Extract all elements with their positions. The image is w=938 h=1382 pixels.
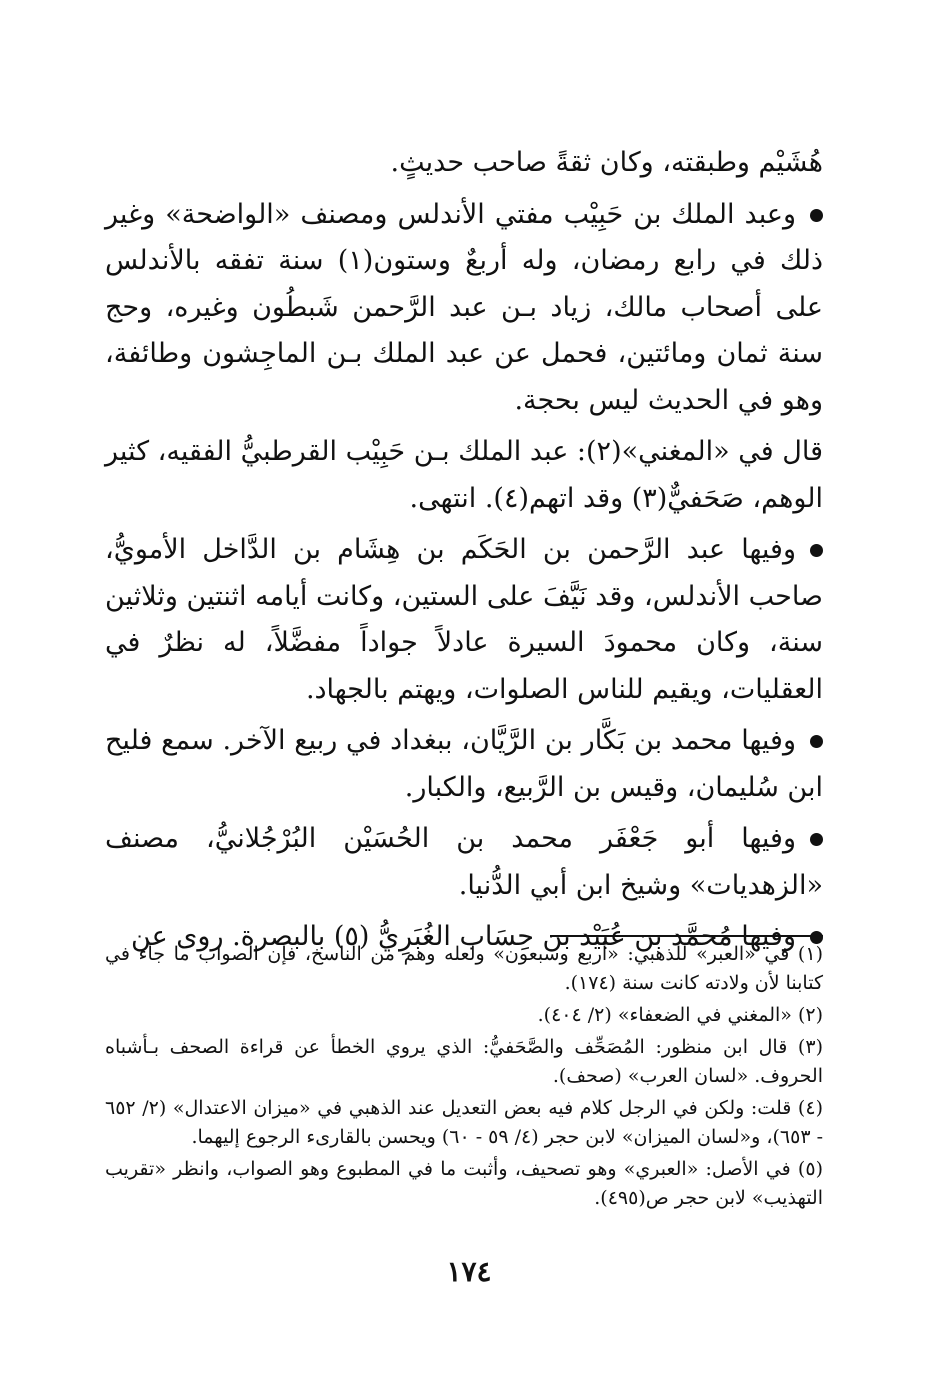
- main-text: [105, 140, 823, 966]
- footnotes: [105, 940, 823, 1216]
- page-number: ١٧٤: [446, 1255, 492, 1288]
- footnote: (٥) في الأصل: «العبري» وهو تصحيف، وأثبت ما في المطبوع وهو الصواب، وانظر «تقريب التهذيب» لابن حجر ص(٤٩٥).: [105, 1158, 823, 1209]
- paragraph-text: وعبد الملك بن حَبِيْب مفتي الأندلس ومصنف «الواضحة» وغير ذلك في رابع رمضان، وله أربعٌ وستون(١) سنة تفقه بالأندلس على أصحاب مالك، زياد بـن عبد الرَّحمن شَبطُون وغيره، وحج سنة ثمان ومائتين، فحمل عن عبد الملك بـن الماجِشون وطائفة، وهو في الحديث ليس بحجة.: [105, 198, 823, 416]
- bullet-icon: [810, 833, 823, 846]
- paragraph-entry: [105, 527, 823, 713]
- footnote: (٣) قال ابن منظور: المُصَحِّف والصَّحَفيُّ: الذي يروي الخطأ عن قراءة الصحف بـأشباه الحروف. «لسان العرب» (صحف).: [105, 1036, 823, 1087]
- bullet-icon: [810, 544, 823, 557]
- paragraph-quote: [105, 429, 823, 522]
- paragraph-text: وفيها أبو جَعْفَر محمد بن الحُسَيْن البُرْجُلانيُّ، مصنف «الزهديات» وشيخ ابن أبي الدُّنيا.: [105, 823, 823, 901]
- paragraph-text: وفيها محمد بن بَكَّار بن الرَّيَّان، ببغداد في ربيع الآخر. سمع فليح ابن سُليمان، وقيس بن الرَّبيع، والكبار.: [105, 725, 823, 803]
- footnote: (٢) «المغني في الضعفاء» (٢/ ٤٠٤).: [537, 1004, 823, 1026]
- paragraph-text: قال في «المغني»(٢): عبد الملك بـن حَبِيْب القرطبيُّ الفقيه، كثير الوهم، صَحَفيٌّ(٣) وقد اتهم(٤). انتهى.: [105, 436, 823, 514]
- paragraph-continuation: [105, 140, 823, 187]
- footnote-divider: [550, 935, 823, 937]
- footnote: (٤) قلت: ولكن في الرجل كلام فيه بعض التعديل عند الذهبي في «ميزان الاعتدال» (٢/ ٦٥٢ - ٦٥٣)، و«لسان الميزان» لابن حجر (٤/ ٥٩ - ٦٠) ويحسن بالقارىء الرجوع إليهما.: [105, 1097, 823, 1148]
- paragraph-entry: [105, 816, 823, 909]
- footnote: (١) في «العبر» للذهبي: «أربع وسبعون» ولعله وهم من الناسخ، فإن الصواب ما جاء في كتابنا لأن ولادته كانت سنة (١٧٤).: [105, 943, 823, 994]
- paragraph-text: هُشَيْم وطبقته، وكان ثقةً صاحب حديثٍ.: [390, 147, 823, 178]
- bullet-icon: [810, 735, 823, 748]
- paragraph-text: وفيها مُحمَّد بن عُبَيْد بن حِسَاب الغُبَرِيُّ (٥) بالبصرة. روى عن: [131, 921, 796, 952]
- paragraph-entry: [105, 718, 823, 811]
- bullet-icon: [810, 209, 823, 222]
- paragraph-text: وفيها عبد الرَّحمن بن الحَكَم بن هِشَام بن الدَّاخل الأمويُّ، صاحب الأندلس، وقد نَيَّفَ على الستين، وكانت أيامه اثنتين وثلاثين سنة، وكان محمودَ السيرة عادلاً جواداً مفضَّلاً، له نظرٌ في العقليات، ويقيم للناس الصلوات، ويهتم بالجهاد.: [105, 534, 823, 705]
- paragraph-entry: [105, 192, 823, 425]
